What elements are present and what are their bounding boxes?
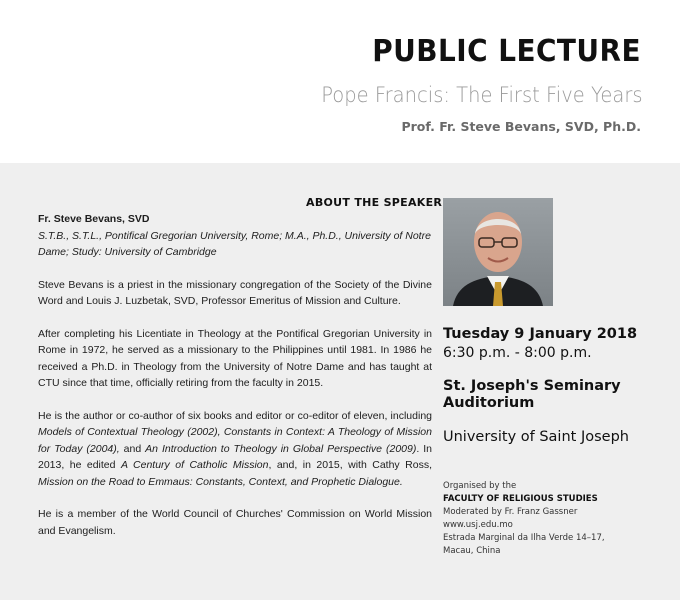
bio-p3-h: Mission on the Road to Emmaus: Constants, Context, and Prophetic Dialogue. (38, 475, 403, 488)
organiser-address-2: Macau, China (443, 546, 501, 556)
speaker-photo (443, 198, 553, 306)
bio-p3-e: . In 2013, he edited (38, 442, 433, 471)
speaker-credentials: S.T.B., S.T.L., Pontifical Gregorian University, Rome; M.A., Ph.D., University of Notre Dame; Study: University of Cambridge (38, 229, 431, 258)
organiser-faculty: FACULTY OF RELIGIOUS STUDIES (443, 494, 598, 504)
bio-paragraph-1: Steve Bevans is a priest in the missionary congregation of the Society of the Divine Word and Louis J. Luzbetak, SVD, Professor Emeritus of Mission and Culture. (38, 278, 432, 307)
bio-p3-a: He is the author or co-author of six books and editor or co-editor of eleven, including (38, 409, 432, 422)
speaker-name: Fr. Steve Bevans, SVD (38, 213, 150, 225)
about-heading: ABOUT THE SPEAKER (306, 196, 443, 209)
event-time: 6:30 p.m. - 8:00 p.m. (443, 345, 592, 361)
speaker-portrait-image (443, 198, 553, 306)
bio-p3-b: Models of Contextual Theology (2002), Constants in Context: A Theology of Mission for Today (2004), (38, 426, 432, 455)
event-university: University of Saint Joseph (443, 429, 629, 445)
bio-paragraph-3 (38, 408, 432, 491)
organiser-block (443, 480, 653, 558)
bio-p3-g: , and, in 2015, with Cathy Ross, (268, 459, 432, 471)
bio-paragraph-4: He is a member of the World Council of Churches' Commission on World Mission and Evangelism. (38, 508, 432, 537)
lecture-subtitle: Pope Francis: The First Five Years (321, 83, 643, 107)
event-venue (443, 378, 653, 412)
organiser-website[interactable]: www.usj.edu.mo (443, 520, 513, 530)
bio-paragraph-2: After completing his Licentiate in Theology at the Pontifical Gregorian University in Rome in 1972, he served as a missionary to the Philippines until 1981. In 1986 he received a Ph.D. in Theology from the University of Notre Dame and has taught at CTU since that time, officially retiring from the faculty in 2015. (38, 327, 432, 389)
organiser-label: Organised by the (443, 481, 517, 491)
bio-p3-c: and (119, 442, 146, 455)
bio-p3-d: An Introduction to Theology in Global Perspective (2009) (145, 442, 417, 455)
speaker-bio (38, 195, 432, 539)
event-date: Tuesday 9 January 2018 (443, 326, 638, 342)
organiser-moderator: Moderated by Fr. Franz Gassner (443, 507, 578, 517)
main-section (0, 163, 680, 600)
bio-p3-f: A Century of Catholic Mission (120, 459, 269, 471)
venue-line-2: Auditorium (443, 395, 535, 411)
organiser-address-1: Estrada Marginal da Ilha Verde 14–17, (443, 533, 605, 543)
event-details (443, 326, 653, 558)
venue-line-1: St. Joseph's Seminary (443, 378, 621, 394)
speaker-name-header: Prof. Fr. Steve Bevans, SVD, Ph.D. (401, 119, 641, 134)
lecture-title: PUBLIC LECTURE (372, 34, 641, 69)
header (0, 0, 680, 163)
